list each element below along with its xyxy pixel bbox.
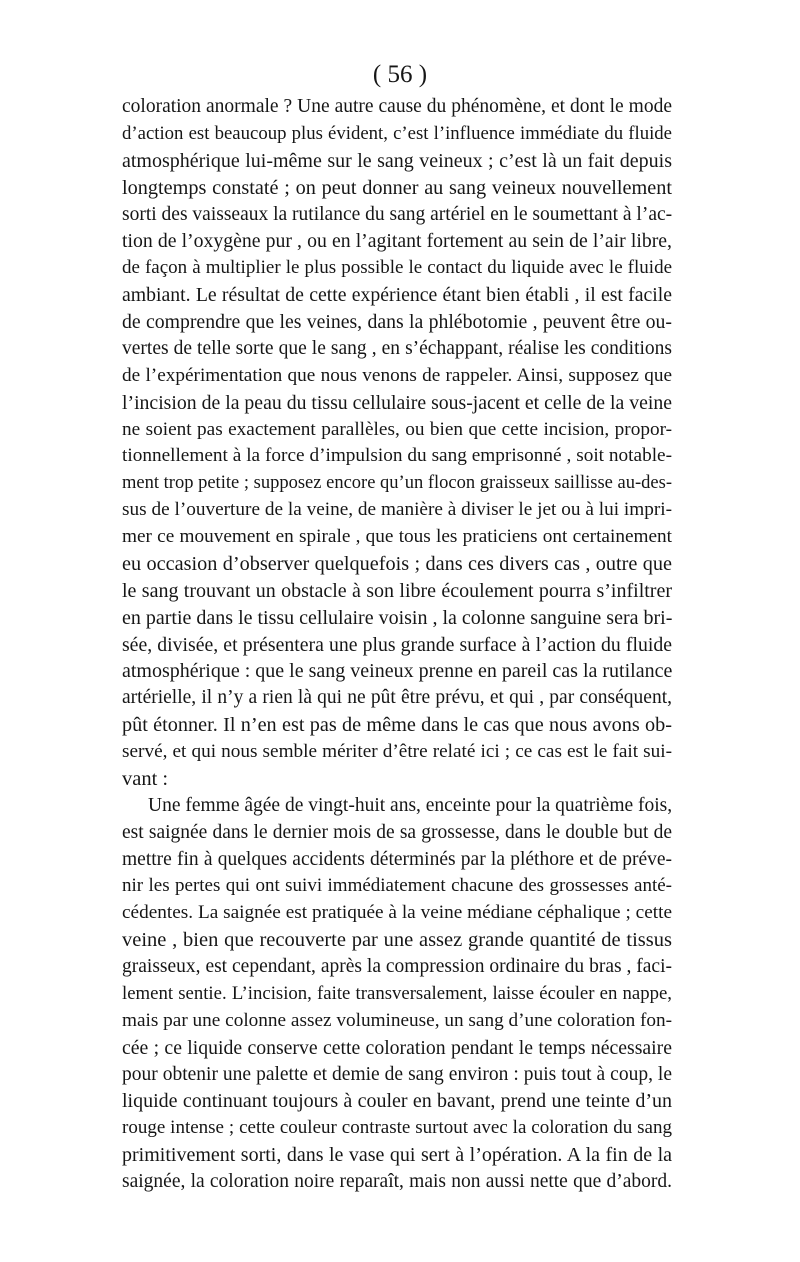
text-line: sus de l’ouverture de la veine, de manière à diviser le jet ou à lui impri- xyxy=(122,499,672,521)
text-line: eu occasion d’observer quelquefois ; dans ces divers cas , outre que xyxy=(122,552,672,575)
text-line: lement sentie. L’incision, faite transversalement, laisse écouler en nappe, xyxy=(122,982,672,1004)
text-line: mer ce mouvement en spirale , que tous les praticiens ont certainement xyxy=(122,526,672,547)
text-line: atmosphérique lui-même sur le sang veineux ; c’est là un fait depuis xyxy=(122,149,672,172)
text-line: de l’expérimentation que nous venons de rappeler. Ainsi, supposez que xyxy=(122,364,672,386)
text-line: pour obtenir une palette et demie de sang environ : puis tout à coup, le xyxy=(122,1063,672,1085)
text-line: ne soient pas exactement parallèles, ou bien que cette incision, propor- xyxy=(122,418,672,440)
text-line: en partie dans le tissu cellulaire voisin , la colonne sanguine sera bri- xyxy=(122,606,673,629)
text-line: ambiant. Le résultat de cette expérience étant bien établi , il est facile xyxy=(122,284,672,307)
text-line: sée, divisée, et présentera une plus grande surface à l’action du fluide xyxy=(122,633,672,656)
text-line: nir les pertes qui ont suivi immédiatement chacune des grossesses anté- xyxy=(122,875,672,897)
text-line: cédentes. La saignée est pratiquée à la veine médiane céphalique ; cette xyxy=(122,902,672,924)
text-line: longtemps constaté ; on peut donner au sang veineux nouvellement xyxy=(122,176,672,199)
text-line: artérielle, il n’y a rien là qui ne pût être prévu, et qui , par conséquent, xyxy=(122,687,672,709)
text-line: tion de l’oxygène pur , ou en l’agitant fortement au sein de l’air libre, xyxy=(122,230,672,253)
body-text xyxy=(122,94,672,1196)
text-line: mettre fin à quelques accidents déterminés par la pléthore et de préve- xyxy=(122,848,672,870)
text-line: tionnellement à la force d’impulsion du sang emprisonné , soit notable- xyxy=(122,445,672,467)
text-line: pût étonner. Il n’en est pas de même dans le cas que nous avons ob- xyxy=(122,714,672,737)
text-line: le sang trouvant un obstacle à son libre écoulement pourra s’infiltrer xyxy=(122,579,672,602)
text-line: Une femme âgée de vingt-huit ans, enceinte pour la quatrième fois, xyxy=(148,794,673,816)
text-line: d’action est beaucoup plus évident, c’est l’influence immédiate du fluide xyxy=(122,122,672,144)
text-line: rouge intense ; cette couleur contraste surtout avec la coloration du sang xyxy=(122,1117,672,1139)
text-line: est saignée dans le dernier mois de sa grossesse, dans le double but de xyxy=(122,821,672,843)
text-line: de comprendre que les veines, dans la phlébotomie , peuvent être ou- xyxy=(122,311,672,333)
text-line: atmosphérique : que le sang veineux prenne en pareil cas la rutilance xyxy=(122,660,673,683)
text-line: cée ; ce liquide conserve cette coloration pendant le temps nécessaire xyxy=(122,1036,672,1059)
text-line: liquide continuant toujours à couler en bavant, prend une teinte d’un xyxy=(122,1090,672,1113)
text-line: servé, et qui nous semble mériter d’être relaté ici ; ce cas est le fait sui- xyxy=(122,741,672,762)
page-number: ( 56 ) xyxy=(372,61,428,88)
text-line: vertes de telle sorte que le sang , en s’échappant, réalise les conditions xyxy=(122,337,672,359)
text-line: vant : xyxy=(122,767,169,790)
text-line: ment trop petite ; supposez encore qu’un flocon graisseux saillisse au-des- xyxy=(122,473,672,494)
text-line: coloration anormale ? Une autre cause du phénomène, et dont le mode xyxy=(122,96,672,117)
text-line: graisseux, est cependant, après la compression ordinaire du bras , faci- xyxy=(122,956,672,977)
text-line: sorti des vaisseaux la rutilance du sang artériel en le soumettant à l’ac- xyxy=(122,203,673,225)
text-line: veine , bien que recouverte par une assez grande quantité de tissus xyxy=(122,929,672,952)
text-line: de façon à multiplier le plus possible le contact du liquide avec le fluide xyxy=(122,257,672,279)
text-line: mais par une colonne assez volumineuse, un sang d’une coloration fon- xyxy=(122,1009,673,1031)
text-line: saignée, la coloration noire reparaît, mais non aussi nette que d’abord. xyxy=(122,1171,672,1192)
text-line: primitivement sorti, dans le vase qui sert à l’opération. A la fin de la xyxy=(122,1144,672,1167)
text-line: l’incision de la peau du tissu cellulaire sous-jacent et celle de la veine xyxy=(122,391,672,414)
